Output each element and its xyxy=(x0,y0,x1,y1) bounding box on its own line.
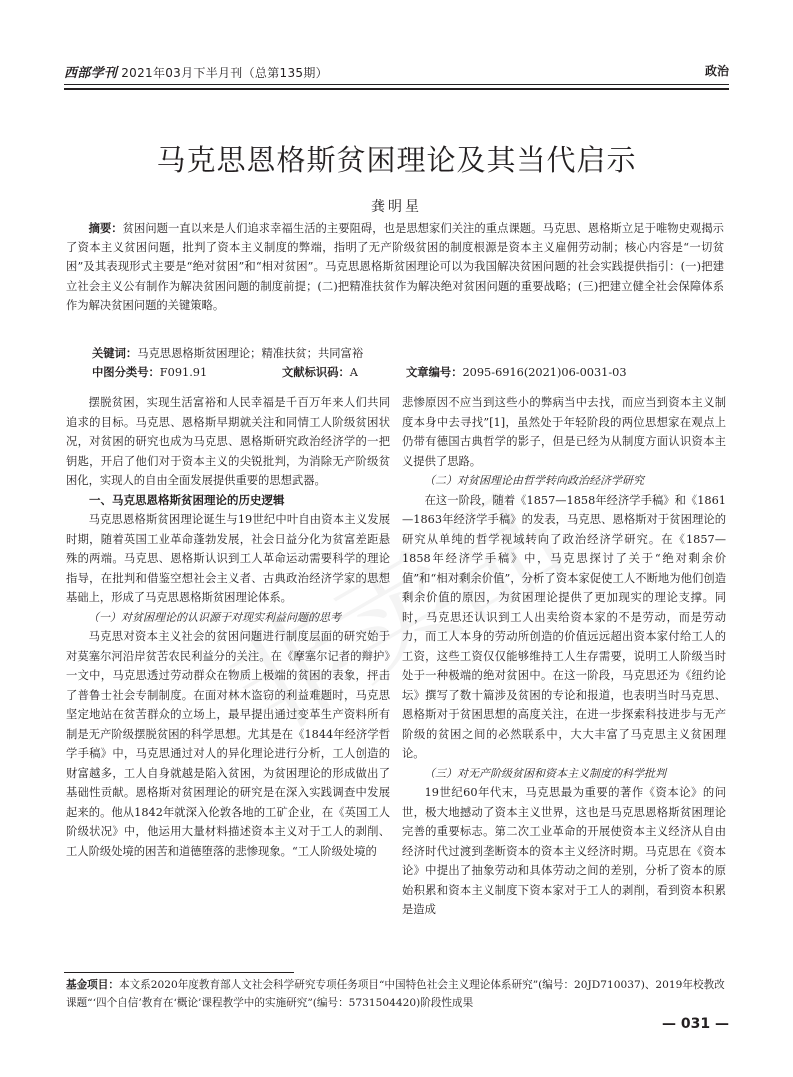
subsection-heading-2: （二）对贫困理论由哲学转向政治经济学研究 xyxy=(424,474,644,487)
author-name: 龚明星 xyxy=(371,199,422,215)
running-header xyxy=(64,62,729,82)
header-rule-thin xyxy=(64,84,729,85)
intro-paragraph: 摆脱贫困，实现生活富裕和人民幸福是千百万年来人们共同追求的目标。马克思、恩格斯早期就关注和同情工人阶级贫困状况，对贫困的研究也成为马克思、恩格斯研究政治经济学的一把钥匙，开启了他们对于资本主义的尖锐批判，为消除无产阶级贫困化，实现人的自由全面发展提供重要的思想武器。 xyxy=(66,396,390,487)
header-rule-thick xyxy=(64,88,729,90)
body-paragraph: 马克思恩格斯贫困理论诞生与19世纪中叶自由资本主义发展时期，随着英国工业革命蓬勃发展，社会日益分化为贫富差距悬殊的两端。马克思、恩格斯认识到工人革命运动需要科学的理论指导，在批判和借鉴空想社会主义者、古典政治经济学家的思想基础上，形成了马克思恩格斯贫困理论体系。 xyxy=(66,513,390,604)
body-column-right xyxy=(402,393,726,920)
subsection-heading-1: （一）对贫困理论的认识源于对现实利益问题的思考 xyxy=(88,610,341,624)
keywords-label: 关键词： xyxy=(92,347,138,360)
section-heading-1: 一、马克思恩格斯贫困理论的历史逻辑 xyxy=(89,492,285,507)
body-paragraph: 19世纪60年代末，马克思最为重要的著作《资本论》的问世，极大地撼动了资本主义世界，这也是马克思恩格斯贫困理论完善的重要标志。第二次工业革命的开展使资本主义经济从自由经济时代过渡到垄断资本的资本主义经济时期。马克思在《资本论》中提出了抽象劳动和具体劳动之间的差别，分析了资本的原始积累和资本主义制度下资本家对于工人的剥削，看到资本积累是造成 xyxy=(402,786,726,916)
body-paragraph: 马克思对资本主义社会的贫困问题进行制度层面的研究始于对莫塞尔河沿岸贫苦农民利益分的关注。在《摩塞尔记者的辩护》一文中，马克思透过劳动群众在物质上极端的贫困的表象，抨击了普鲁士社会专制制度。在面对林木盗窃的利益难题时，马克思坚定地站在贫苦群众的立场上，最早提出通过变革生产资料所有制是无产阶级摆脱贫困的科学思想。尤其是在《1844年经济学哲学手稿》中，马克思通过对人的异化理论进行分析，工人创造的财富越多，工人自身就越是陷入贫困，为贫困理论的形成做出了基础性贡献。恩格斯对贫困理论的研究是在深入实践调查中发展起来的。他从1842年就深入伦敦各地的工矿企业，在《英国工人阶级状况》中，他运用大量材料描述资本主义对于工人的剥削、工人阶级处境的困苦和道德堕落的悲惨现象。“工人阶级处境的 xyxy=(66,630,390,858)
article-number xyxy=(406,364,627,380)
clc-value: F091.91 xyxy=(159,366,208,379)
funding-text: 本文系2020年度教育部人文社会科学研究专项任务项目“中国特色社会主义理论体系研究”(编号：20JD710037)、2019年校教改课题“‘四个自信’教育在‘概论’课程教学中的实施研究”(编号：5731504420)阶段性成果 xyxy=(66,979,725,1009)
body-paragraph-continued: 悲惨原因不应当到这些小的弊病当中去找，而应当到资本主义制度本身中去寻找”[1]，虽然处于年轻阶段的两位思想家在观点上仍带有德国古典哲学的影子，但是已经为从制度方面认识资本主义提供了思路。 xyxy=(402,396,726,468)
keywords xyxy=(92,345,363,361)
abstract xyxy=(66,219,724,315)
footnote-rule xyxy=(64,972,294,973)
keywords-text: 马克思恩格斯贫困理论；精准扶贫；共同富裕 xyxy=(137,347,364,360)
clc-label: 中图分类号： xyxy=(92,366,160,379)
subsection-heading-3: （三）对无产阶级贫困和资本主义制度的科学批判 xyxy=(424,766,666,780)
funding-note xyxy=(66,976,726,1012)
doc-code-label: 文献标识码： xyxy=(282,366,350,379)
article-no-label: 文章编号： xyxy=(406,366,463,379)
article-title: 马克思恩格斯贫困理论及其当代启示 xyxy=(156,143,637,177)
funding-label: 基金项目： xyxy=(66,979,119,991)
doc-code-value: A xyxy=(349,366,358,379)
section-label: 政治 xyxy=(704,64,729,78)
body-column-left xyxy=(66,393,390,861)
document-code xyxy=(282,364,358,380)
journal-info xyxy=(64,62,328,81)
page-number: — 031 — xyxy=(662,1016,729,1032)
body-paragraph: 在这一阶段，随着《1857—1858年经济学手稿》和《1861—1863年经济学手稿》的发表，马克思、恩格斯对于贫困理论的研究从单纯的哲学视域转向了政治经济学研究。在《1857—1858年经济学手稿》中，马克思探讨了关于“绝对剩余价值”和“相对剩余价值”，分析了资本家促使工人不断地为他们创造剩余价值的原因，为贫困理论提供了更加现实的理论支撑。同时，马克思还认识到工人出卖给资本家的不是劳动，而是劳动力，而工人本身的劳动所创造的价值远远超出资本家付给工人的工资，这些工资仅仅能够维持工人生存需要，说明工人阶级当时处于一种极端的绝对贫困中。在这一阶段，马克思还为《纽约论坛》撰写了数十篇涉及贫困的专论和报道，也表明当时马克思、恩格斯对于贫困思想的高度关注，在进一步探索科技进步与无产阶级的贫困之间的必然联系中，大大丰富了马克思主义贫困理论。 xyxy=(402,493,726,760)
abstract-text: 贫困问题一直以来是人们追求幸福生活的主要阻碍，也是思想家们关注的重点课题。马克思、恩格斯立足于唯物史观揭示了资本主义贫困问题，批判了资本主义制度的弊端，指明了无产阶级贫困的制度根源是资本主义雇佣劳动制；核心内容是“一切贫困”及其表现形式主要是“绝对贫困”和“相对贫困”。马克思恩格斯贫困理论可以为我国解决贫困问题的社会实践提供指引：(一)把建立社会主义公有制作为解决贫困问题的制度前提；(二)把精准扶贫作为解决绝对贫困问题的重要战略；(三)把建立健全社会保障体系作为解决贫困问题的关键策略。 xyxy=(66,222,724,312)
clc-number xyxy=(92,364,207,380)
article-no-value: 2095-6916(2021)06-0031-03 xyxy=(462,366,627,379)
journal-name: 西部学刊 xyxy=(64,66,118,81)
abstract-label: 摘要： xyxy=(88,222,123,235)
issue-info: 2021年03月下半月刊（总第135期） xyxy=(121,66,328,80)
